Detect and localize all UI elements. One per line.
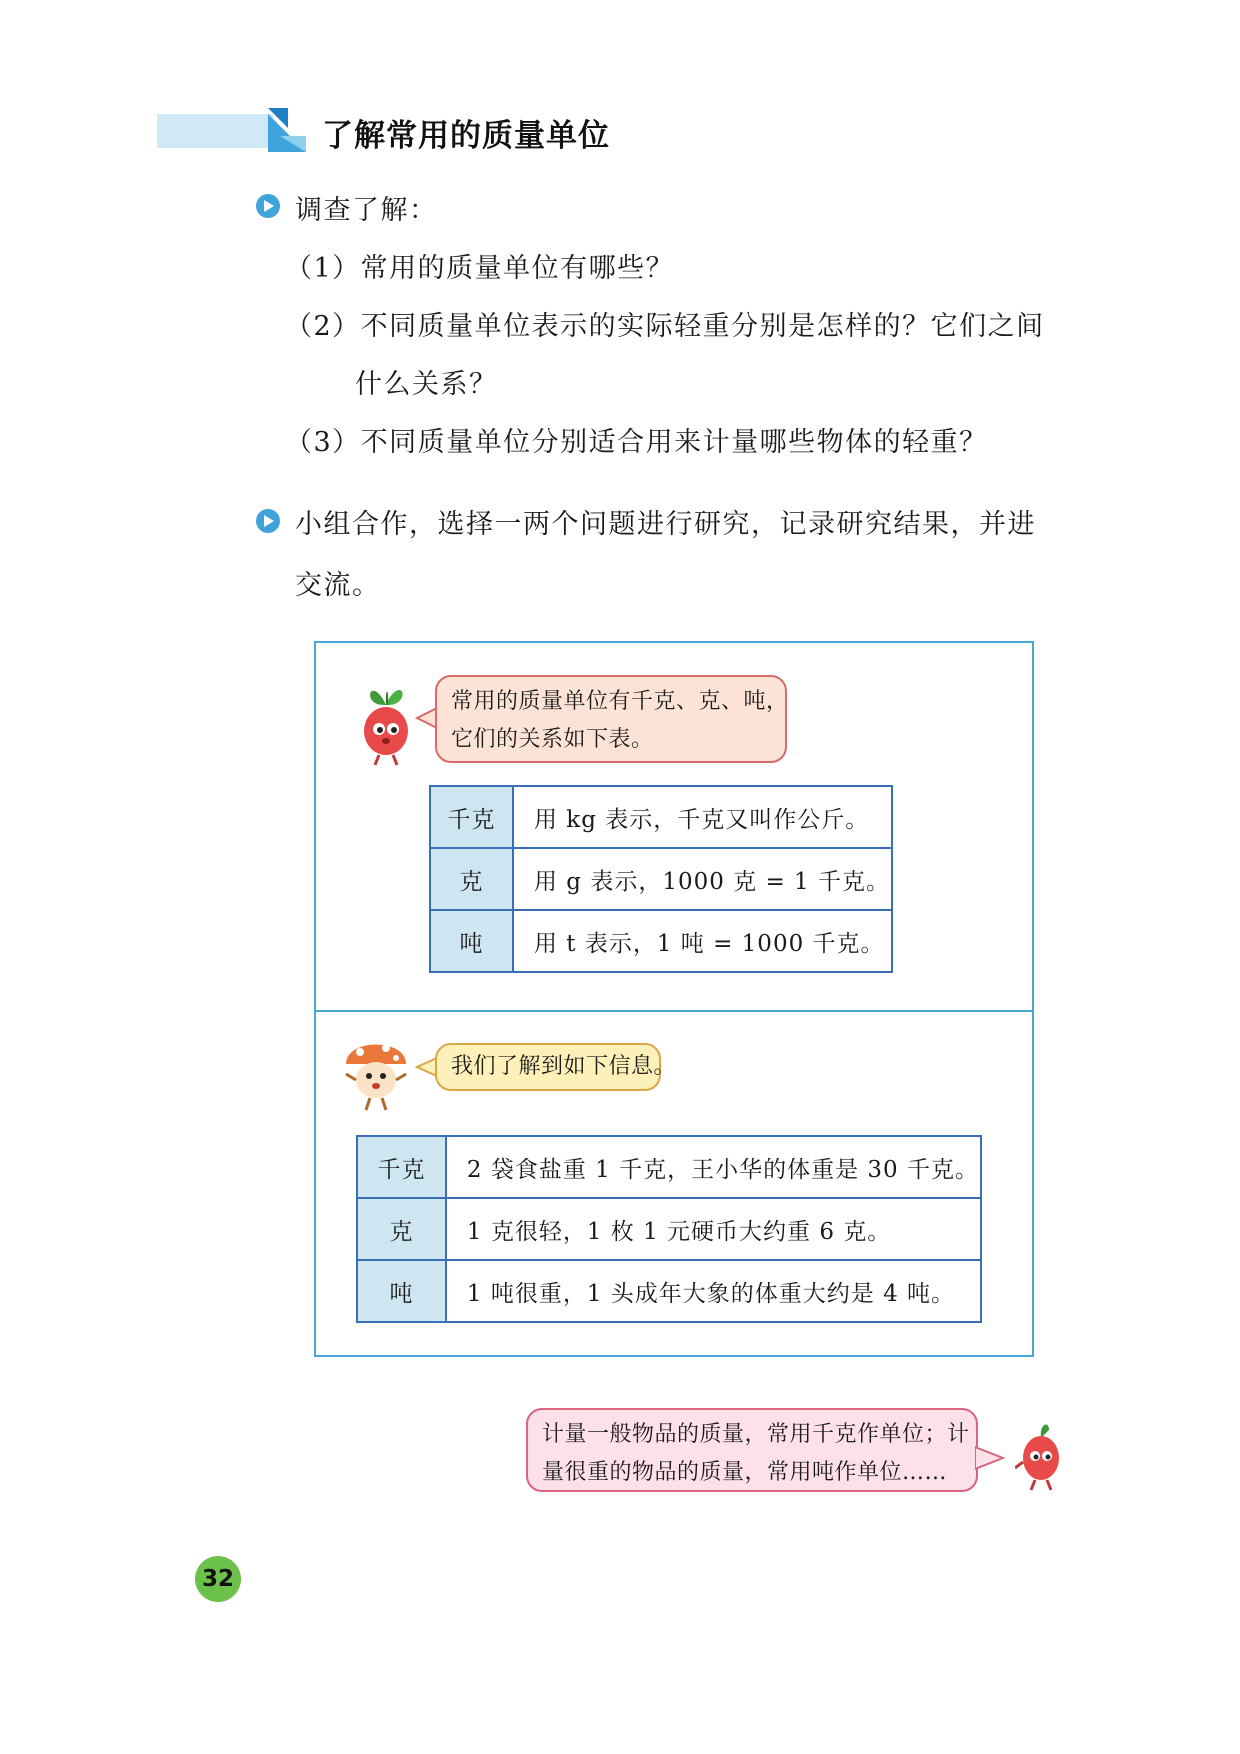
unit-cell: 千克 — [430, 786, 513, 848]
frame-divider — [314, 1010, 1034, 1012]
bubble-pointer — [975, 1445, 1005, 1471]
survey-question-1: （1）常用的质量单位有哪些？ — [285, 253, 675, 284]
desc-cell: 2 袋食盐重 1 千克，王小华的体重是 30 千克。 — [446, 1136, 981, 1198]
section-title: 了解常用的质量单位 — [322, 118, 610, 154]
survey-question-3: （3）不同质量单位分别适合用来计量哪些物体的轻重？ — [285, 427, 988, 458]
table-row — [430, 848, 892, 910]
unit-relation-table — [429, 785, 893, 973]
table-row — [430, 786, 892, 848]
survey-question-2: （2）不同质量单位表示的实际轻重分别是怎样的？它们之间 — [285, 311, 1045, 342]
speech-bubble: 我们了解到如下信息。 — [435, 1043, 661, 1091]
radish-character-icon — [355, 675, 417, 767]
tip-bubble — [526, 1408, 978, 1492]
task-text: 小组合作，选择一两个问题进行研究，记录研究结果，并进 — [295, 509, 1036, 540]
unit-cell: 克 — [357, 1198, 446, 1260]
header-band — [157, 114, 273, 148]
page-number: 32 — [195, 1556, 241, 1602]
section-triangle-icon — [264, 106, 310, 154]
table-row — [357, 1198, 981, 1260]
table-row — [357, 1260, 981, 1322]
bubble-line: 常用的质量单位有千克、克、吨， — [451, 689, 789, 714]
desc-cell: 用 g 表示，1000 克 = 1 千克。 — [513, 848, 892, 910]
unit-cell: 千克 — [357, 1136, 446, 1198]
table-row — [357, 1136, 981, 1198]
unit-cell: 吨 — [357, 1260, 446, 1322]
desc-cell: 1 克很轻，1 枚 1 元硬币大约重 6 克。 — [446, 1198, 981, 1260]
desc-cell: 用 kg 表示，千克又叫作公斤。 — [513, 786, 892, 848]
radish-character-icon — [1015, 1418, 1059, 1492]
bubble-line: 它们的关系如下表。 — [451, 727, 654, 752]
survey-intro: 调查了解： — [295, 195, 438, 226]
unit-cell: 克 — [430, 848, 513, 910]
speech-bubble — [435, 675, 787, 763]
tip-line: 量很重的物品的质量，常用吨作单位…… — [542, 1460, 948, 1485]
desc-cell: 用 t 表示，1 吨 = 1000 千克。 — [513, 910, 892, 972]
table-row — [430, 910, 892, 972]
task-text-cont: 交流。 — [295, 570, 381, 601]
unit-examples-table — [356, 1135, 982, 1323]
unit-cell: 吨 — [430, 910, 513, 972]
tip-line: 计量一般物品的质量，常用千克作单位；计 — [542, 1422, 970, 1447]
desc-cell: 1 吨很重，1 头成年大象的体重大约是 4 吨。 — [446, 1260, 981, 1322]
play-bullet-icon — [255, 508, 281, 534]
play-bullet-icon — [255, 193, 281, 219]
mushroom-character-icon — [340, 1030, 412, 1112]
survey-question-2-cont: 什么关系？ — [355, 369, 498, 400]
